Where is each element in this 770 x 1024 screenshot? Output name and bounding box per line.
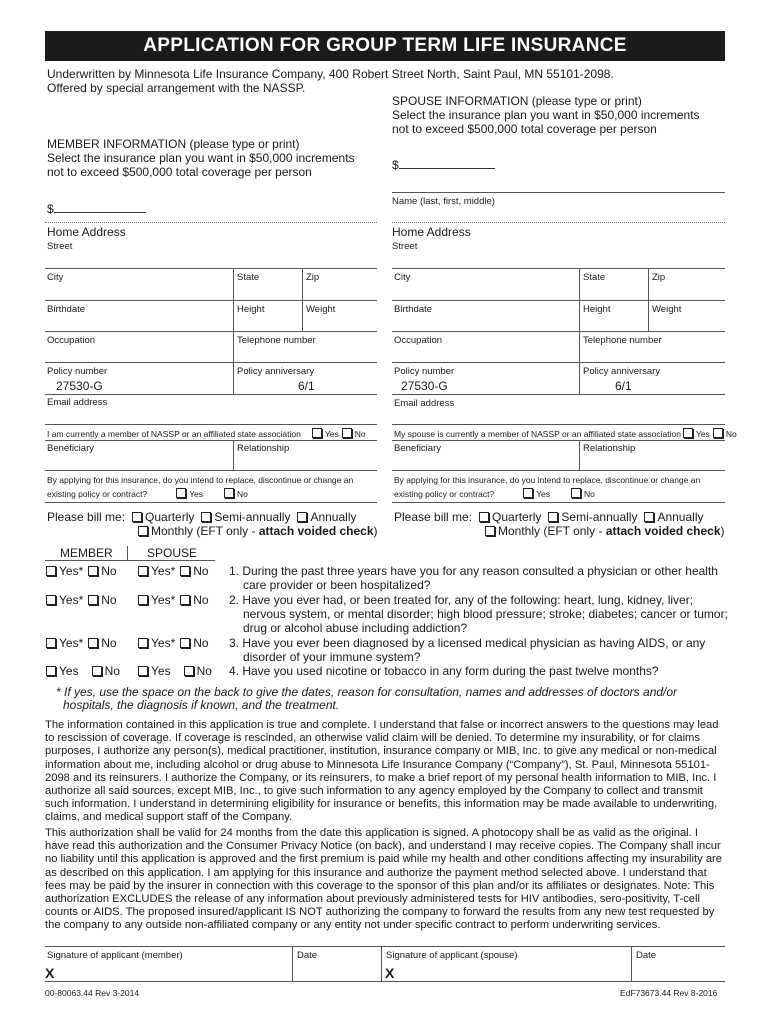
q4-member-answers: [45, 664, 120, 678]
footer-right: EdF73673.44 Rev 8-2016: [620, 988, 718, 998]
spouse-nassp-question: [394, 428, 737, 440]
q1-spouse-yes[interactable]: [137, 564, 175, 578]
spouse-billing: [394, 510, 703, 524]
offered-text: Offered by special arrangement with the NASSP.: [47, 81, 306, 95]
spouse-col-divider1: [579, 268, 580, 394]
spouse-city-line[interactable]: [392, 300, 725, 301]
q1-spouse-answers: [137, 564, 209, 578]
spouse-weight-label: Weight: [652, 304, 682, 315]
checkbox[interactable]: [523, 488, 533, 498]
member-beneficiary-label: Beneficiary: [47, 443, 94, 454]
q2-member-answers: [45, 593, 117, 607]
q1-line2: care provider or been hospitalized?: [243, 578, 431, 592]
q3-member-answers: [45, 636, 117, 650]
spouse-telephone-label: Telephone number: [583, 335, 662, 346]
q2-line3: drug or alcohol abuse including addiction?: [243, 621, 468, 635]
spouse-replace-line2: existing policy or contract?: [394, 489, 495, 499]
spouse-beneficiary-line[interactable]: [392, 470, 725, 471]
spouse-plan-line1: Select the insurance plan you want in $50,000 increments: [392, 108, 700, 122]
signature-date-label-2: Date: [636, 950, 657, 961]
checkbox[interactable]: [138, 526, 148, 536]
member-bill-label: Please bill me:: [47, 510, 126, 524]
q1-member-yes[interactable]: [45, 564, 83, 578]
sig-divider-2: [381, 946, 382, 982]
spouse-street-label: Street: [392, 241, 418, 252]
health-header-rule: [45, 560, 215, 561]
no-label: No: [193, 564, 209, 578]
checkbox[interactable]: [683, 428, 693, 438]
spouse-bill-label: Please bill me:: [394, 510, 473, 524]
health-header-divider: [127, 546, 128, 561]
q2-line1: 2. Have you ever had, or been treated for, any of the following: heart, lung, kidney, liver;: [229, 593, 694, 607]
checkbox[interactable]: [342, 428, 352, 438]
member-home-address: Home Address: [47, 225, 126, 239]
q2-line2: nervous system, or mental disorder; high blood pressure; stroke; diabetes; cancer or tumor;: [243, 607, 728, 621]
member-signature-field[interactable]: X: [45, 965, 55, 981]
signature-date-label: Date: [297, 950, 318, 961]
spouse-signature-field[interactable]: X: [385, 965, 395, 981]
q2-member-no[interactable]: [87, 593, 116, 607]
member-policy-number-label: Policy number: [47, 366, 108, 377]
checkbox[interactable]: [88, 638, 98, 648]
member-plan-line2: not to exceed $500,000 total coverage per person: [47, 165, 312, 179]
signature-top-rule: [45, 946, 725, 947]
checkbox[interactable]: [138, 666, 148, 676]
quarterly-label: Quarterly: [492, 510, 542, 524]
spouse-quarterly[interactable]: [478, 510, 541, 524]
spouse-email-label: Email address: [394, 398, 455, 409]
member-nassp-no[interactable]: [341, 429, 366, 439]
member-height-label: Height: [237, 304, 265, 315]
semi-annually-label: Semi-annually: [561, 510, 638, 524]
spouse-name-line: [392, 192, 725, 193]
q4-member-yes[interactable]: [45, 664, 79, 678]
spouse-nassp-yes[interactable]: [682, 429, 710, 439]
q2-member-yes[interactable]: [45, 593, 83, 607]
checkbox[interactable]: [138, 638, 148, 648]
q4-spouse-no[interactable]: [183, 664, 212, 678]
spouse-state-label: State: [583, 272, 606, 283]
checkbox[interactable]: [479, 512, 489, 522]
no-label: No: [237, 489, 248, 499]
member-annually[interactable]: [296, 510, 356, 524]
yes-star-label: Yes*: [151, 636, 176, 650]
member-amount-underline: [54, 202, 146, 213]
checkbox[interactable]: [713, 428, 723, 438]
member-replace-line: [45, 502, 377, 503]
member-policy-line: [45, 394, 377, 395]
yes-label: Yes: [189, 489, 204, 499]
monthly-label: Monthly (EFT only -: [498, 524, 606, 538]
health-spouse-header: SPOUSE: [147, 546, 198, 560]
no-label: No: [725, 429, 737, 439]
signature-member-label: Signature of applicant (member): [47, 950, 183, 961]
no-label: No: [193, 593, 209, 607]
authorization-paragraph-1: The information contained in this application is true and complete. I understand that false or incorrect answers to the questions may lead to rescission of coverage. If coverage is rescinded, an otherwise valid claim will be denied. To determine my insurability, or for claims purposes, I authorize any person(s), medical practitioner, institution, insurance company or MIB, Inc. to give any medical or non-medical information about me, including alcohol or drug abuse to Minnesota Life Insurance Company (“Company”), St. Paul, Minnesota 55101-2098 and its reinsurers. I authorize the Company, or its reinsurers, to make a brief report of my personal health information to MIB, Inc. I authorize all said sources, except MIB, Inc., to give such information to any agency employed by the Company to collect and transmit such information. I understand in determining eligibility for insurance or benefits, this information may be made available to underwriting, claims, and medical support staff of the Company.: [45, 719, 719, 824]
spouse-monthly[interactable]: [484, 524, 725, 538]
checkbox[interactable]: [485, 526, 495, 536]
member-birthdate-line[interactable]: [45, 331, 377, 332]
spouse-policy-anniversary: 6/1: [615, 379, 632, 393]
checkbox[interactable]: [88, 566, 98, 576]
checkbox[interactable]: [46, 666, 56, 676]
member-policy-number: 27530-G: [56, 379, 103, 393]
note-line2: hospitals, the diagnosis if known, and the treatment.: [63, 698, 340, 712]
member-col-divider3: [233, 440, 234, 470]
spouse-birthdate-label: Birthdate: [394, 304, 433, 315]
spouse-plan-line2: not to exceed $500,000 total coverage per person: [392, 122, 657, 136]
member-nassp-line: [45, 440, 377, 441]
member-beneficiary-line[interactable]: [45, 470, 377, 471]
member-replace-yes[interactable]: [175, 489, 203, 499]
spouse-relationship-label: Relationship: [583, 443, 636, 454]
checkbox[interactable]: [176, 488, 186, 498]
member-top-rule: [45, 222, 377, 223]
spouse-height-label: Height: [583, 304, 611, 315]
member-heading: MEMBER INFORMATION (please type or print): [47, 137, 300, 151]
health-member-header: MEMBER: [60, 546, 113, 560]
member-city-line[interactable]: [45, 300, 377, 301]
yes-label: Yes: [695, 429, 710, 439]
checkbox[interactable]: [644, 512, 654, 522]
footer-left: 00-80063.44 Rev 3-2014: [45, 988, 140, 998]
spouse-amount-field[interactable]: [392, 158, 495, 172]
monthly-bold-label: attach voided check: [258, 524, 374, 538]
sig-divider-3: [631, 946, 632, 982]
member-amount-field[interactable]: [47, 202, 146, 216]
checkbox[interactable]: [88, 595, 98, 605]
spouse-heading: SPOUSE INFORMATION (please type or print): [392, 94, 642, 108]
no-label: No: [196, 664, 212, 678]
member-replace-line2: existing policy or contract?: [47, 489, 148, 499]
checkbox[interactable]: [138, 566, 148, 576]
member-relationship-label: Relationship: [237, 443, 290, 454]
spouse-amount-underline: [399, 158, 495, 169]
no-label: No: [193, 636, 209, 650]
member-col-divider2: [302, 268, 303, 331]
yes-star-label: Yes*: [151, 564, 176, 578]
member-quarterly[interactable]: [131, 510, 194, 524]
q2-spouse-yes[interactable]: [137, 593, 175, 607]
member-street-line[interactable]: [45, 268, 377, 269]
spouse-occupation-label: Occupation: [394, 335, 443, 346]
q4-spouse-yes[interactable]: [137, 664, 171, 678]
spouse-dollar: $: [392, 158, 399, 172]
member-monthly[interactable]: [137, 524, 378, 538]
member-dollar: $: [47, 202, 54, 216]
annually-label: Annually: [657, 510, 704, 524]
spouse-city-label: City: [394, 272, 411, 283]
q4-line1: 4. Have you used nicotine or tobacco in any form during the past twelve months?: [229, 664, 659, 678]
member-nassp-question: [47, 428, 366, 440]
member-replace-no[interactable]: [223, 489, 248, 499]
checkbox[interactable]: [297, 512, 307, 522]
checkbox[interactable]: [46, 638, 56, 648]
spouse-col-divider3: [579, 440, 580, 470]
spouse-policy-number: 27530-G: [401, 379, 448, 393]
q3-line1: 3. Have you ever been diagnosed by a licensed medical physician as having AIDS, or any: [229, 636, 706, 650]
q2-spouse-answers: [137, 593, 209, 607]
yes-label: Yes: [59, 664, 79, 678]
authorization-paragraph-2: This authorization shall be valid for 24 months from the date this application is signed. A photocopy shall be as valid as the original. I have read this authorization and the Consumer Privacy Notice (on back), and understand I may receive copies. The Company shall incur no liability until this application is approved and the first premium is paid while my health and other conditions affecting my insurability are as described on this application. I am applying for this insurance and authorize the payment method selected above. I understand that fees may be paid by the insurer in connection with this coverage to the sponsor of this plan and/or its affiliates or designates. Note: This authorization EXCLUDES the release of any information about previously administered tests for HIV antibodies, sero-positivity, T-cell counts or AIDS. The proposed insured/applicant IS NOT authorizing the company to forward the results from any new test requested by the company to any outside non-affiliated company or any entity not under specific contract to perform underwriting services.: [45, 827, 722, 932]
yes-label: Yes: [536, 489, 551, 499]
semi-annually-label: Semi-annually: [214, 510, 291, 524]
member-email-line[interactable]: [45, 424, 377, 425]
spouse-nassp-no[interactable]: [712, 429, 737, 439]
yes-star-label: Yes*: [59, 636, 84, 650]
member-occupation-label: Occupation: [47, 335, 96, 346]
spouse-nassp-text: My spouse is currently a member of NASSP or an affiliated state association: [394, 429, 681, 439]
checkbox[interactable]: [312, 428, 322, 438]
form-title: APPLICATION FOR GROUP TERM LIFE INSURANCE: [45, 31, 725, 61]
member-replace-line1: By applying for this insurance, do you intend to replace, discontinue or change an: [47, 475, 354, 485]
spouse-annually[interactable]: [643, 510, 703, 524]
member-city-label: City: [47, 272, 64, 283]
member-semi-annually[interactable]: [200, 510, 290, 524]
member-birthdate-label: Birthdate: [47, 304, 86, 315]
member-email-label: Email address: [47, 397, 108, 408]
signature-bottom-rule: [45, 981, 725, 982]
checkbox[interactable]: [180, 595, 190, 605]
q1-member-no[interactable]: [87, 564, 116, 578]
q3-spouse-answers: [137, 636, 209, 650]
spouse-col-divider2: [648, 268, 649, 331]
spouse-top-rule: [392, 222, 725, 223]
member-street-label: Street: [47, 241, 73, 252]
checkbox[interactable]: [548, 512, 558, 522]
member-weight-label: Weight: [306, 304, 336, 315]
checkbox[interactable]: [46, 595, 56, 605]
annually-label: Annually: [310, 510, 357, 524]
quarterly-label: Quarterly: [145, 510, 195, 524]
yes-label: Yes: [324, 429, 339, 439]
spouse-replace-line: [392, 502, 725, 503]
q3-spouse-yes[interactable]: [137, 636, 175, 650]
checkbox[interactable]: [571, 488, 581, 498]
member-telephone-label: Telephone number: [237, 335, 316, 346]
member-policy-anniversary-label: Policy anniversary: [237, 366, 315, 377]
underwriter-text: Underwritten by Minnesota Life Insurance Company, 400 Robert Street North, Saint Paul, MN 55101-2098.: [47, 67, 614, 81]
spouse-zip-label: Zip: [652, 272, 666, 283]
checkbox[interactable]: [92, 666, 102, 676]
member-state-label: State: [237, 272, 260, 283]
spouse-email-line[interactable]: [392, 424, 725, 425]
q1-member-answers: [45, 564, 117, 578]
sig-divider-1: [292, 946, 293, 982]
member-col-divider1: [233, 268, 234, 394]
checkbox[interactable]: [184, 666, 194, 676]
spouse-replace-line1: By applying for this insurance, do you intend to replace, discontinue or change an: [394, 475, 701, 485]
no-label: No: [354, 429, 366, 439]
yes-star-label: Yes*: [151, 593, 176, 607]
q3-member-no[interactable]: [87, 636, 116, 650]
monthly-label: Monthly (EFT only -: [151, 524, 259, 538]
monthly-bold-label: attach voided check: [605, 524, 721, 538]
q1-spouse-no[interactable]: [179, 564, 208, 578]
no-label: No: [584, 489, 595, 499]
spouse-semi-annually[interactable]: [547, 510, 637, 524]
q2-spouse-no[interactable]: [179, 593, 208, 607]
spouse-policy-line: [392, 394, 725, 395]
member-occupation-line[interactable]: [45, 362, 377, 363]
spouse-policy-anniversary-label: Policy anniversary: [583, 366, 661, 377]
checkbox[interactable]: [201, 512, 211, 522]
spouse-replace-yes[interactable]: [522, 489, 550, 499]
checkbox[interactable]: [180, 566, 190, 576]
yes-star-label: Yes*: [59, 564, 84, 578]
spouse-name-label: Name (last, first, middle): [392, 196, 495, 207]
member-policy-anniversary: 6/1: [298, 379, 315, 393]
spouse-home-address: Home Address: [392, 225, 471, 239]
spouse-replace-no[interactable]: [570, 489, 595, 499]
yes-label: Yes: [151, 664, 171, 678]
spouse-street-line[interactable]: [392, 268, 725, 269]
member-nassp-yes[interactable]: [311, 429, 339, 439]
q3-member-yes[interactable]: [45, 636, 83, 650]
spouse-nassp-line: [392, 440, 725, 441]
member-plan-line1: Select the insurance plan you want in $50,000 increments: [47, 151, 355, 165]
member-billing: [47, 510, 356, 524]
q1-line1: 1. During the past three years have you for any reason consulted a physician or other health: [229, 564, 718, 578]
checkbox[interactable]: [132, 512, 142, 522]
checkbox[interactable]: [138, 595, 148, 605]
checkbox[interactable]: [46, 566, 56, 576]
no-label: No: [101, 636, 117, 650]
monthly-end: ): [373, 524, 378, 538]
q3-line2: disorder of your immune system?: [243, 650, 421, 664]
member-zip-label: Zip: [306, 272, 320, 283]
member-replace-question: [47, 488, 248, 500]
spouse-beneficiary-label: Beneficiary: [394, 443, 441, 454]
checkbox[interactable]: [180, 638, 190, 648]
signature-spouse-label: Signature of applicant (spouse): [386, 950, 518, 961]
no-label: No: [104, 664, 120, 678]
spouse-replace-question: [394, 488, 595, 500]
q3-spouse-no[interactable]: [179, 636, 208, 650]
member-nassp-text: I am currently a member of NASSP or an affiliated state association: [47, 429, 301, 439]
q4-member-no[interactable]: [91, 664, 120, 678]
q4-spouse-answers: [137, 664, 212, 678]
monthly-end: ): [720, 524, 725, 538]
no-label: No: [101, 593, 117, 607]
spouse-policy-number-label: Policy number: [394, 366, 455, 377]
note-line1: * If yes, use the space on the back to give the dates, reason for consultation, names and addresses of doctors and/or: [56, 685, 678, 699]
spouse-occupation-line[interactable]: [392, 362, 725, 363]
no-label: No: [101, 564, 117, 578]
checkbox[interactable]: [224, 488, 234, 498]
yes-star-label: Yes*: [59, 593, 84, 607]
spouse-birthdate-line[interactable]: [392, 331, 725, 332]
